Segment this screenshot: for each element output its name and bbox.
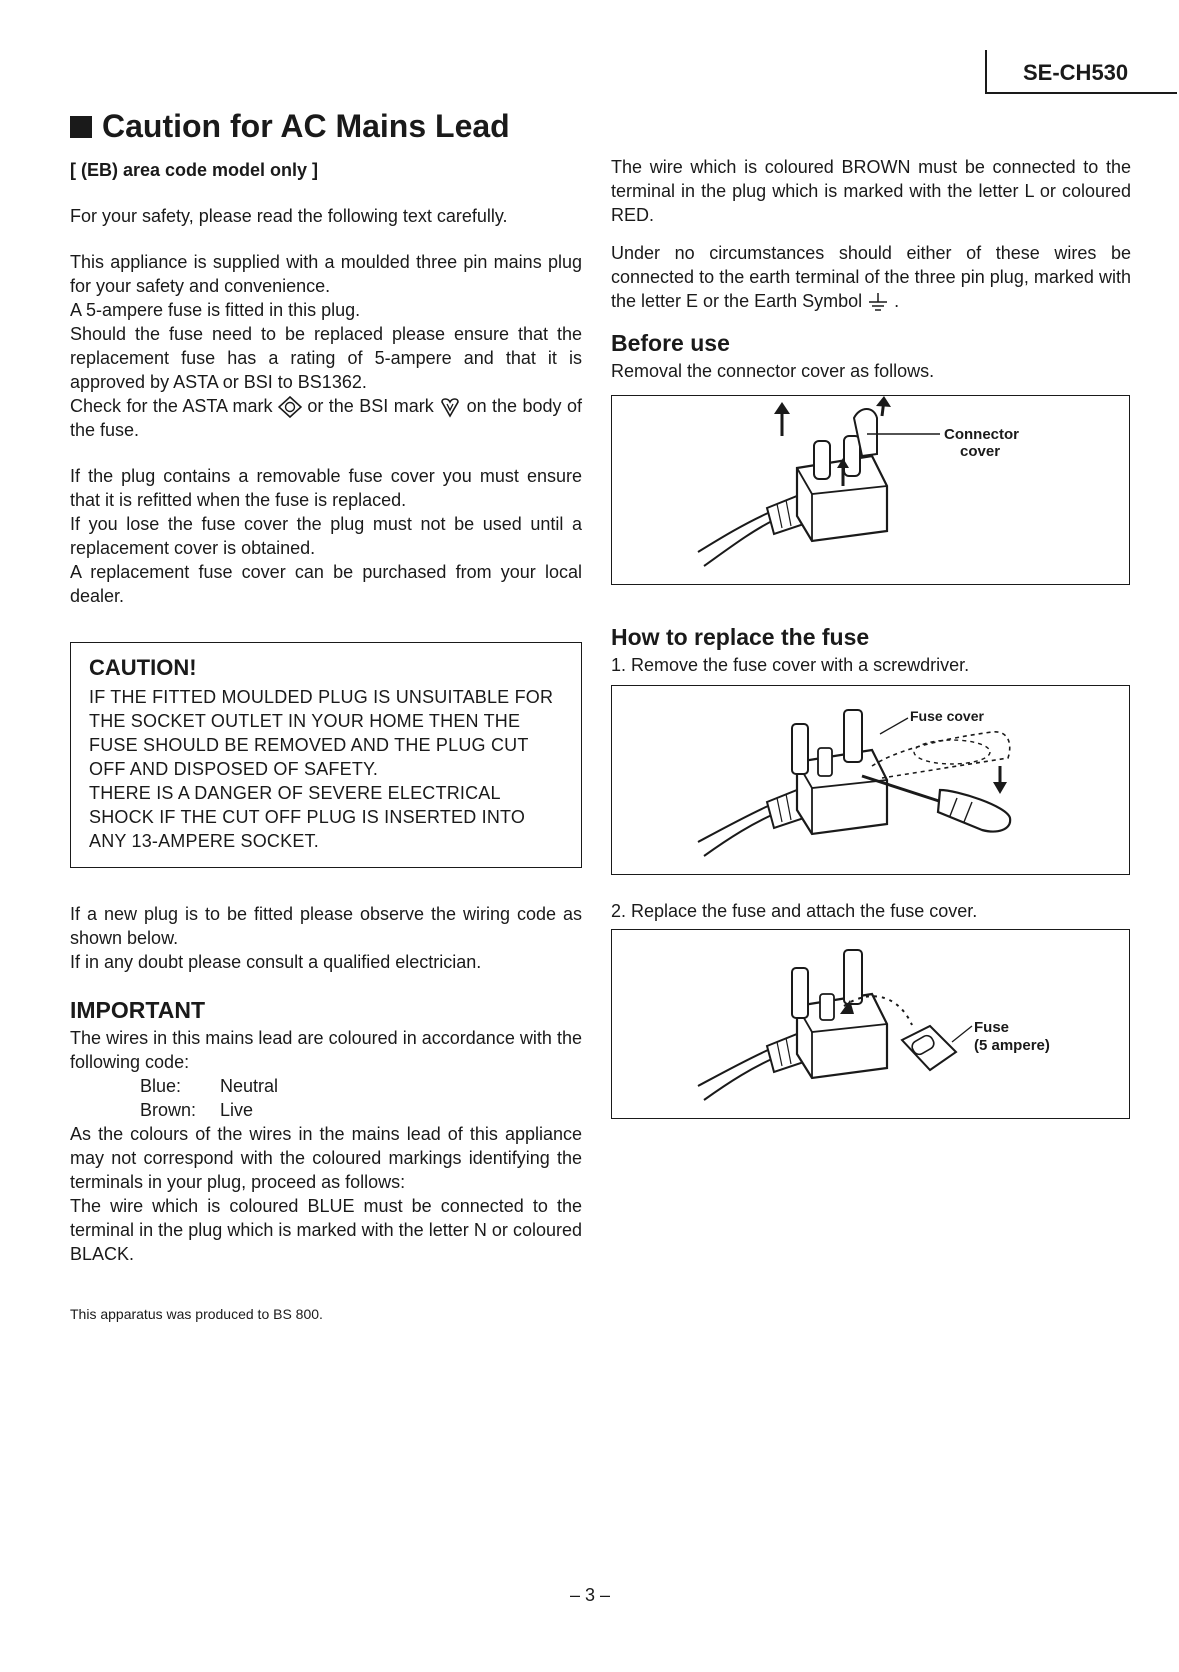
- supply-paragraph-3: Should the fuse need to be replaced please ensure that the replacement fuse has a rating of 5-ampere and that it is approved by ASTA or BSI to BS1362.: [70, 324, 582, 392]
- wire-code-brown-value: Live: [220, 1100, 254, 1121]
- caution-title: CAUTION!: [89, 655, 197, 681]
- fuse-insert-illustration: [612, 930, 1129, 1118]
- check-text-1: Check for the ASTA mark: [70, 396, 273, 416]
- check-marks-paragraph: [70, 394, 582, 442]
- area-code-note: [ (EB) area code model only ]: [70, 160, 319, 180]
- caution-text-1: IF THE FITTED MOULDED PLUG IS UNSUITABLE FOR THE SOCKET OUTLET IN YOUR HOME THEN THE FUSE SHOULD BE REMOVED AND THE PLUG CUT OFF AND DISPOSED OF SAFETY.: [89, 687, 554, 780]
- important-paragraph-2: As the colours of the wires in the mains lead of this appliance may not correspond with the coloured markings identifying the terminals in your plug, proceed as follows:: [70, 1124, 582, 1193]
- replace-step-2: 2. Replace the fuse and attach the fuse cover.: [611, 901, 978, 921]
- connector-cover-figure: [611, 395, 1130, 585]
- replace-fuse-figure: [611, 929, 1130, 1119]
- fuse-label-1: Fuse: [974, 1019, 1010, 1036]
- fuse-label-2: (5 ampere): [974, 1037, 1050, 1054]
- fuse-cover-paragraph-3: A replacement fuse cover can be purchased from your local dealer.: [70, 562, 582, 607]
- right-column: [611, 155, 1131, 1119]
- brown-wire-paragraph: The wire which is coloured BROWN must be connected to the terminal in the plug which is marked with the letter L or coloured RED.: [611, 157, 1131, 225]
- connector-cover-label-1: Connector: [944, 426, 1019, 443]
- fuse-cover-figure: [611, 685, 1130, 875]
- important-text: The wires in this mains lead are coloured in accordance with the following code:: [70, 1028, 582, 1073]
- before-use-text: Removal the connector cover as follows.: [611, 361, 935, 381]
- before-use-heading: Before use: [611, 330, 730, 356]
- earth-paragraph: [611, 241, 1131, 313]
- screwdriver-fuse-illustration: [612, 686, 1129, 874]
- earth-text-end: .: [894, 291, 900, 311]
- new-plug-paragraph-2: If in any doubt please consult a qualified electrician.: [70, 952, 482, 973]
- earth-symbol-icon: [867, 292, 889, 312]
- model-number: SE-CH530: [1023, 60, 1129, 85]
- important-paragraph-3: The wire which is coloured BLUE must be connected to the terminal in the plug which is marked with the letter N or coloured BLACK.: [70, 1196, 582, 1265]
- bsi-mark-icon: [439, 396, 461, 418]
- replace-step-1: 1. Remove the fuse cover with a screwdriver.: [611, 655, 970, 675]
- new-plug-paragraph-1: If a new plug is to be fitted please observe the wiring code as shown below.: [70, 904, 582, 949]
- fuse-cover-paragraph-1: If the plug contains a removable fuse cover you must ensure that it is refitted when the fuse is replaced.: [70, 466, 582, 511]
- earth-text: Under no circumstances should either of these wires be connected to the earth terminal of the three pin plug, marked with the letter E or the Earth Symbol: [611, 243, 1131, 311]
- footer-note: This apparatus was produced to BS 800.: [70, 1306, 323, 1322]
- page-title: [70, 108, 510, 145]
- wire-code-brown-label: Brown:: [140, 1100, 197, 1121]
- wire-code-brown: [70, 1098, 582, 1122]
- wire-code-blue-value: Neutral: [220, 1076, 279, 1097]
- check-text-3: on the body of the fuse.: [70, 396, 582, 441]
- caution-text-2: THERE IS A DANGER OF SEVERE ELECTRICAL SHOCK IF THE CUT OFF PLUG IS INSERTED INTO ANY 13-AMPERE SOCKET.: [89, 783, 526, 852]
- page-number: – 3 –: [570, 1585, 611, 1605]
- page-title-text: Caution for AC Mains Lead: [102, 108, 510, 144]
- wire-code-blue-label: Blue:: [140, 1076, 182, 1097]
- supply-paragraph-2: A 5-ampere fuse is fitted in this plug.: [70, 300, 361, 320]
- fuse-cover-paragraph-2: If you lose the fuse cover the plug must not be used until a replacement cover is obtained.: [70, 514, 582, 559]
- connector-cover-label-2: cover: [960, 443, 1001, 460]
- left-column: [70, 158, 582, 1266]
- asta-mark-icon: [278, 396, 302, 418]
- replace-fuse-heading: How to replace the fuse: [611, 624, 870, 650]
- supply-paragraph-1: This appliance is supplied with a moulded three pin mains plug for your safety and convenience.: [70, 252, 582, 296]
- check-text-2: or the BSI mark: [307, 396, 434, 416]
- wire-code-blue: [70, 1074, 582, 1098]
- important-heading: IMPORTANT: [70, 997, 206, 1024]
- intro-text: For your safety, please read the following text carefully.: [70, 206, 508, 226]
- caution-box: [70, 642, 582, 868]
- plug-connector-illustration: [612, 396, 1129, 584]
- fuse-cover-label: Fuse cover: [910, 708, 984, 724]
- title-bullet-icon: [70, 116, 92, 138]
